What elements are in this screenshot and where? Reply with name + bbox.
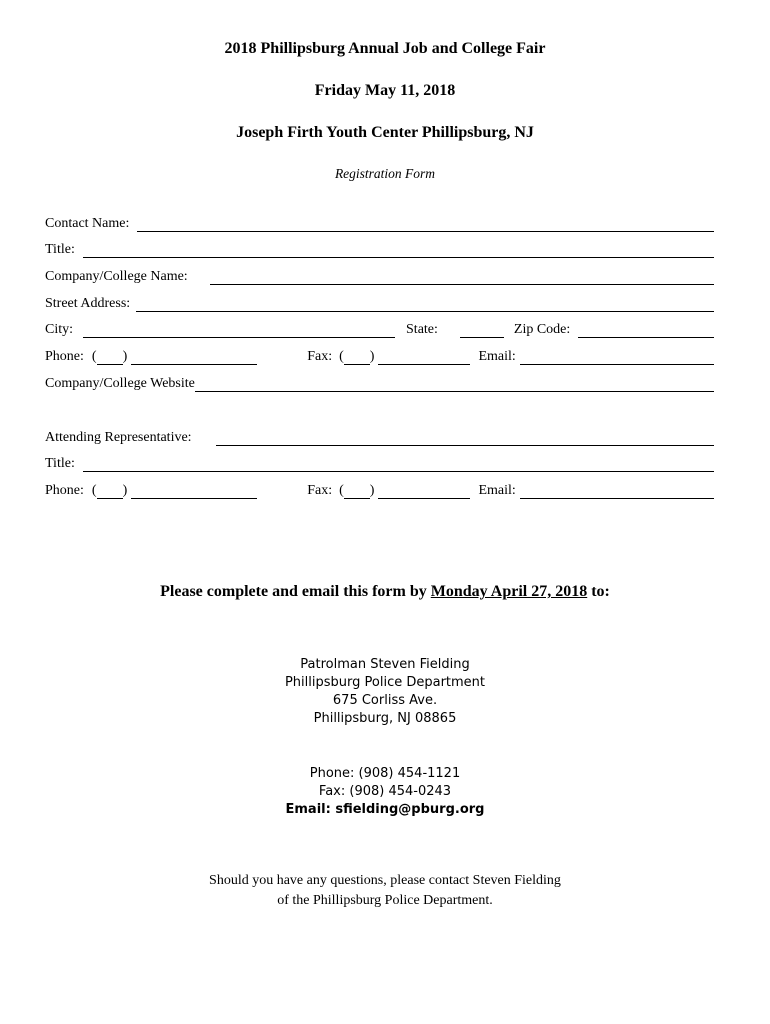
rep-title-row: [45, 452, 714, 472]
contact-name-row: [45, 212, 714, 232]
questions-note-line2: of the Phillipsburg Police Department.: [277, 893, 493, 908]
city-label: City:: [45, 322, 74, 337]
rep-phone-row: [45, 479, 714, 499]
rep-email-field[interactable]: [520, 484, 714, 499]
email-label: Email:: [478, 349, 516, 364]
attending-representative-label: Attending Representative:: [45, 430, 192, 445]
fax-area-code[interactable]: ( ): [339, 349, 375, 364]
email-field[interactable]: [520, 350, 714, 365]
city-row: [45, 318, 714, 338]
phone-row: [45, 345, 714, 365]
page-title: 2018 Phillipsburg Annual Job and College Fair: [224, 40, 546, 57]
contact-fax: Fax: (908) 454-0243: [318, 784, 452, 799]
phone-field[interactable]: [131, 350, 257, 365]
phone-area-code[interactable]: ( ): [91, 349, 128, 364]
zip-code-field[interactable]: [578, 323, 714, 338]
submission-instructions: [0, 583, 770, 601]
title-label: Title:: [45, 242, 75, 257]
state-label: State:: [406, 322, 438, 337]
company-name-label: Company/College Name:: [45, 269, 188, 284]
title-row: [45, 238, 714, 258]
mailing-address: [0, 656, 770, 728]
state-field[interactable]: [460, 323, 504, 338]
event-date: Friday May 11, 2018: [314, 82, 456, 99]
rep-fax-label: Fax:: [307, 483, 333, 498]
contact-name-field[interactable]: [137, 217, 714, 232]
website-field[interactable]: [195, 377, 714, 392]
contact-phone: Phone: (908) 454-1121: [309, 766, 461, 781]
rep-phone-field[interactable]: [131, 484, 257, 499]
fax-field[interactable]: [378, 350, 470, 365]
rep-phone-label: Phone:: [45, 483, 84, 498]
city-field[interactable]: [83, 323, 395, 338]
phone-label: Phone:: [45, 349, 84, 364]
recipient-street: 675 Corliss Ave.: [332, 693, 438, 708]
street-address-field[interactable]: [136, 297, 714, 312]
fax-label: Fax:: [307, 349, 333, 364]
website-label: Company/College Website: [45, 376, 195, 391]
attending-representative-field[interactable]: [216, 431, 714, 446]
title-field[interactable]: [83, 243, 714, 258]
questions-note-line1: Should you have any questions, please contact Steven Fielding: [209, 873, 561, 888]
zip-code-label: Zip Code:: [513, 322, 571, 337]
rep-fax-field[interactable]: [378, 484, 470, 499]
company-name-field[interactable]: [210, 270, 714, 285]
contact-email: Email: sfielding@pburg.org: [285, 802, 485, 817]
rep-phone-area-code[interactable]: ( ): [91, 483, 128, 498]
form-name: Registration Form: [334, 166, 436, 181]
instructions-tail: to:: [587, 583, 610, 600]
recipient-name: Patrolman Steven Fielding: [300, 657, 470, 672]
deadline-date: Monday April 27, 2018: [430, 583, 588, 600]
questions-note: [0, 871, 770, 911]
rep-title-label: Title:: [45, 456, 75, 471]
street-address-label: Street Address:: [45, 296, 131, 311]
contact-name-label: Contact Name:: [45, 216, 130, 231]
rep-email-label: Email:: [478, 483, 516, 498]
rep-fax-area-code[interactable]: ( ): [339, 483, 375, 498]
website-row: [45, 372, 714, 392]
company-name-row: [45, 265, 714, 285]
recipient-city: Phillipsburg, NJ 08865: [313, 711, 457, 726]
street-address-row: [45, 292, 714, 312]
contact-details: [0, 765, 770, 819]
instructions-lead: Please complete and email this form by: [160, 583, 431, 600]
rep-title-field[interactable]: [83, 457, 714, 472]
recipient-department: Phillipsburg Police Department: [284, 675, 486, 690]
event-location: Joseph Firth Youth Center Phillipsburg, NJ: [236, 124, 534, 141]
attending-representative-row: [45, 426, 714, 446]
